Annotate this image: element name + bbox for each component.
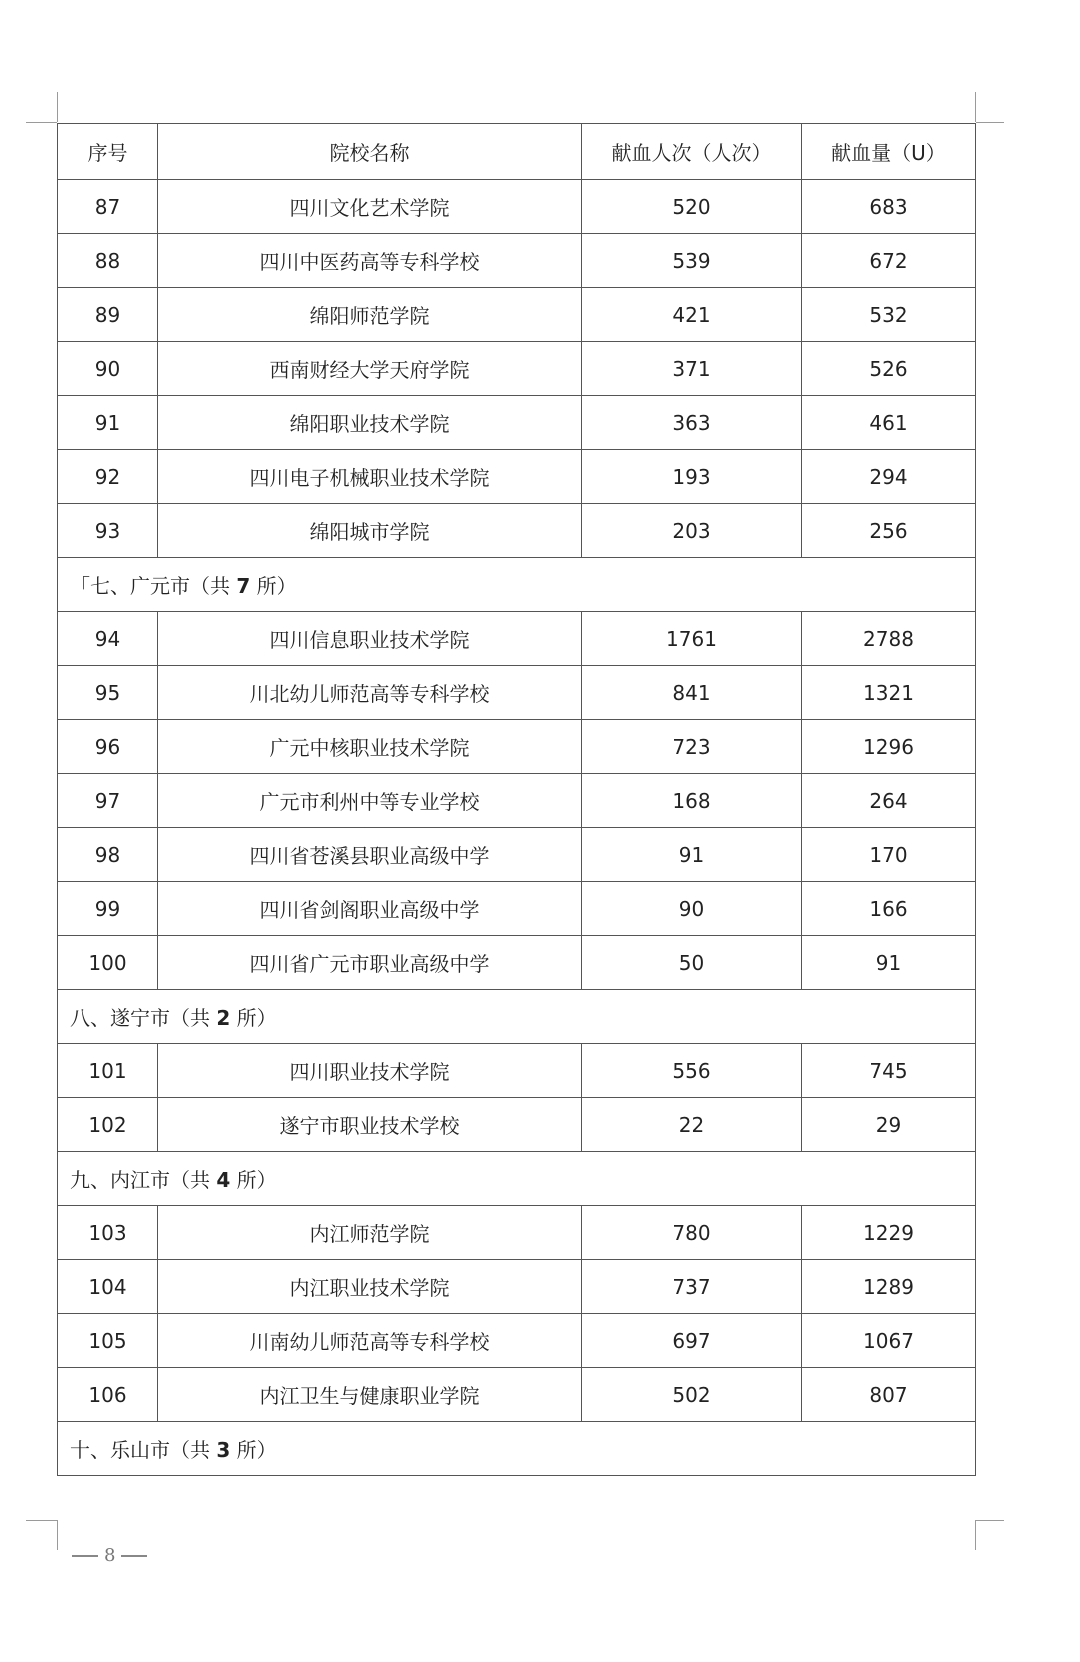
cell-no: 99 — [58, 882, 158, 936]
cell-donation-count: 22 — [582, 1098, 802, 1152]
blood-donation-table — [57, 123, 976, 1476]
cell-school-name: 四川职业技术学院 — [158, 1044, 582, 1098]
table-row — [58, 450, 976, 504]
cell-school-name: 川北幼儿师范高等专科学校 — [158, 666, 582, 720]
cell-no: 105 — [58, 1314, 158, 1368]
crop-mark-bottom-right-v — [975, 1520, 976, 1550]
cell-donation-volume: 672 — [802, 234, 976, 288]
cell-donation-count: 90 — [582, 882, 802, 936]
cell-donation-count: 520 — [582, 180, 802, 234]
cell-donation-count: 371 — [582, 342, 802, 396]
crop-mark-top-left-v — [57, 92, 58, 122]
section-guangyuan: 「七、广元市（共 7 所） — [58, 558, 976, 612]
cell-school-name: 西南财经大学天府学院 — [158, 342, 582, 396]
cell-donation-volume: 1229 — [802, 1206, 976, 1260]
table-row — [58, 288, 976, 342]
cell-no: 106 — [58, 1368, 158, 1422]
cell-donation-volume: 532 — [802, 288, 976, 342]
cell-no: 87 — [58, 180, 158, 234]
cell-no: 95 — [58, 666, 158, 720]
cell-donation-volume: 1067 — [802, 1314, 976, 1368]
table-row — [58, 1044, 976, 1098]
cell-donation-count: 697 — [582, 1314, 802, 1368]
cell-donation-count: 363 — [582, 396, 802, 450]
cell-donation-count: 780 — [582, 1206, 802, 1260]
cell-donation-volume: 91 — [802, 936, 976, 990]
cell-no: 94 — [58, 612, 158, 666]
table-row — [58, 504, 976, 558]
table-row — [58, 936, 976, 990]
cell-donation-volume: 745 — [802, 1044, 976, 1098]
footer-dash-left — [72, 1555, 98, 1557]
cell-school-name: 四川省广元市职业高级中学 — [158, 936, 582, 990]
header-row — [58, 124, 976, 180]
table-row — [58, 720, 976, 774]
cell-school-name: 广元市利州中等专业学校 — [158, 774, 582, 828]
cell-donation-volume: 683 — [802, 180, 976, 234]
cell-no: 88 — [58, 234, 158, 288]
table-row — [58, 234, 976, 288]
cell-school-name: 广元中核职业技术学院 — [158, 720, 582, 774]
table-row — [58, 180, 976, 234]
cell-donation-volume: 526 — [802, 342, 976, 396]
cell-donation-count: 168 — [582, 774, 802, 828]
cell-donation-volume: 264 — [802, 774, 976, 828]
cell-no: 98 — [58, 828, 158, 882]
cell-donation-volume: 166 — [802, 882, 976, 936]
header-volume: 献血量（U） — [802, 124, 976, 180]
cell-school-name: 内江师范学院 — [158, 1206, 582, 1260]
section-leshan: 十、乐山市（共 3 所） — [58, 1422, 976, 1476]
cell-no: 102 — [58, 1098, 158, 1152]
cell-no: 93 — [58, 504, 158, 558]
cell-donation-count: 841 — [582, 666, 802, 720]
cell-no: 97 — [58, 774, 158, 828]
cell-school-name: 内江卫生与健康职业学院 — [158, 1368, 582, 1422]
section-neijiang: 九、内江市（共 4 所） — [58, 1152, 976, 1206]
cell-donation-count: 737 — [582, 1260, 802, 1314]
table-row — [58, 396, 976, 450]
table-body — [58, 124, 976, 1476]
cell-donation-count: 539 — [582, 234, 802, 288]
cell-school-name: 川南幼儿师范高等专科学校 — [158, 1314, 582, 1368]
table-row — [58, 1098, 976, 1152]
cell-school-name: 四川电子机械职业技术学院 — [158, 450, 582, 504]
page-footer — [72, 1545, 147, 1566]
cell-school-name: 绵阳城市学院 — [158, 504, 582, 558]
crop-mark-bottom-left-h — [26, 1520, 57, 1521]
cell-donation-count: 556 — [582, 1044, 802, 1098]
cell-school-name: 四川省苍溪县职业高级中学 — [158, 828, 582, 882]
cell-donation-volume: 29 — [802, 1098, 976, 1152]
table-row — [58, 774, 976, 828]
cell-donation-volume: 1321 — [802, 666, 976, 720]
cell-no: 89 — [58, 288, 158, 342]
crop-mark-top-right-h — [976, 122, 1004, 123]
table-row — [58, 612, 976, 666]
section-suining: 八、遂宁市（共 2 所） — [58, 990, 976, 1044]
crop-mark-bottom-right-h — [976, 1520, 1004, 1521]
cell-no: 103 — [58, 1206, 158, 1260]
cell-donation-volume: 256 — [802, 504, 976, 558]
cell-donation-count: 502 — [582, 1368, 802, 1422]
table-row — [58, 1260, 976, 1314]
cell-donation-count: 723 — [582, 720, 802, 774]
cell-school-name: 绵阳师范学院 — [158, 288, 582, 342]
cell-donation-volume: 170 — [802, 828, 976, 882]
cell-donation-count: 50 — [582, 936, 802, 990]
cell-school-name: 绵阳职业技术学院 — [158, 396, 582, 450]
cell-no: 104 — [58, 1260, 158, 1314]
crop-mark-top-left-h — [26, 122, 57, 123]
cell-no: 90 — [58, 342, 158, 396]
cell-donation-volume: 461 — [802, 396, 976, 450]
page-number: 8 — [104, 1545, 116, 1566]
cell-no: 101 — [58, 1044, 158, 1098]
cell-school-name: 四川中医药高等专科学校 — [158, 234, 582, 288]
cell-donation-volume: 294 — [802, 450, 976, 504]
cell-school-name: 四川省剑阁职业高级中学 — [158, 882, 582, 936]
cell-donation-count: 203 — [582, 504, 802, 558]
cell-school-name: 内江职业技术学院 — [158, 1260, 582, 1314]
header-no: 序号 — [58, 124, 158, 180]
header-name: 院校名称 — [158, 124, 582, 180]
cell-no: 100 — [58, 936, 158, 990]
table-row — [58, 828, 976, 882]
crop-mark-bottom-left-v — [57, 1520, 58, 1550]
cell-school-name: 四川信息职业技术学院 — [158, 612, 582, 666]
cell-no: 92 — [58, 450, 158, 504]
cell-school-name: 遂宁市职业技术学校 — [158, 1098, 582, 1152]
header-count: 献血人次（人次） — [582, 124, 802, 180]
table-row — [58, 1314, 976, 1368]
cell-donation-count: 421 — [582, 288, 802, 342]
footer-dash-right — [121, 1555, 147, 1557]
table-row — [58, 1206, 976, 1260]
cell-school-name: 四川文化艺术学院 — [158, 180, 582, 234]
cell-donation-count: 91 — [582, 828, 802, 882]
crop-mark-top-right-v — [975, 92, 976, 122]
cell-donation-volume: 1296 — [802, 720, 976, 774]
table-row — [58, 882, 976, 936]
cell-donation-volume: 807 — [802, 1368, 976, 1422]
cell-donation-volume: 2788 — [802, 612, 976, 666]
cell-donation-volume: 1289 — [802, 1260, 976, 1314]
cell-no: 91 — [58, 396, 158, 450]
table-row — [58, 666, 976, 720]
table-row — [58, 342, 976, 396]
table-row — [58, 1368, 976, 1422]
cell-no: 96 — [58, 720, 158, 774]
cell-donation-count: 193 — [582, 450, 802, 504]
cell-donation-count: 1761 — [582, 612, 802, 666]
